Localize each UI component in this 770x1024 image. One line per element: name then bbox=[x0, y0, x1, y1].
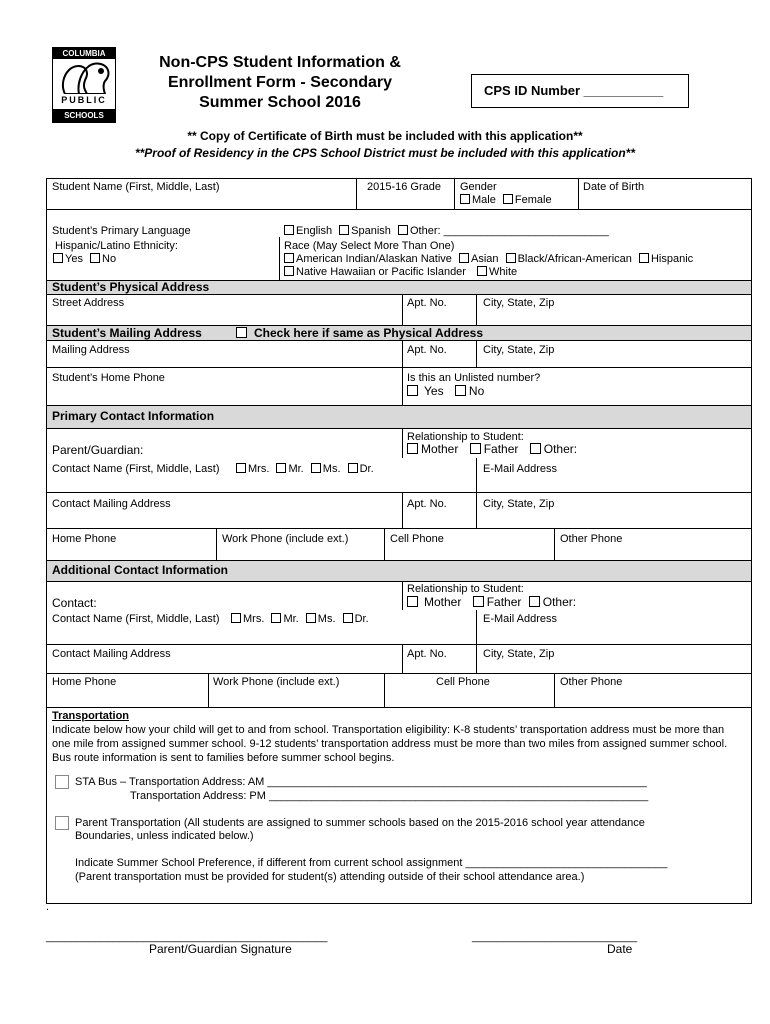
sta-bus-am-line[interactable]: STA Bus – Transportation Address: AM ______________________________________________________________ bbox=[75, 776, 647, 788]
female-checkbox[interactable] bbox=[503, 194, 513, 204]
primary-title-options bbox=[236, 463, 374, 476]
primary-city-field[interactable]: City, State, Zip bbox=[483, 498, 555, 510]
other-language-label: Other: ___________________________ bbox=[409, 225, 609, 237]
race-white-checkbox[interactable] bbox=[477, 266, 487, 276]
additional-cell-phone-field[interactable]: Cell Phone bbox=[436, 676, 490, 688]
row-divider bbox=[46, 528, 752, 529]
additional-mr-checkbox[interactable] bbox=[271, 613, 281, 623]
primary-father-checkbox[interactable] bbox=[470, 443, 481, 454]
additional-mrs-label: Mrs. bbox=[243, 613, 265, 625]
row-divider bbox=[46, 367, 752, 368]
unlisted-yes-label: Yes bbox=[424, 384, 444, 398]
school-logo bbox=[52, 47, 116, 123]
race-label: Race (May Select More Than One) bbox=[284, 240, 455, 252]
col-divider bbox=[402, 367, 403, 405]
mailing-address-field[interactable]: Mailing Address bbox=[52, 344, 130, 356]
race-american-indian-checkbox[interactable] bbox=[284, 253, 294, 263]
col-divider bbox=[402, 581, 403, 610]
primary-work-phone-field[interactable]: Work Phone (include ext.) bbox=[222, 533, 349, 545]
primary-mother-checkbox[interactable] bbox=[407, 443, 418, 454]
primary-language-field[interactable]: Student’s Primary Language bbox=[52, 225, 191, 237]
unlisted-no-checkbox[interactable] bbox=[455, 385, 466, 396]
contact-label: Contact: bbox=[52, 596, 97, 610]
primary-father-label: Father bbox=[483, 442, 519, 456]
physical-apt-field[interactable]: Apt. No. bbox=[407, 297, 447, 309]
row-divider bbox=[46, 294, 752, 295]
transportation-header: Transportation bbox=[52, 710, 130, 722]
unlisted-no-label: No bbox=[468, 384, 485, 398]
street-address-field[interactable]: Street Address bbox=[52, 297, 125, 309]
primary-mrs-checkbox[interactable] bbox=[236, 463, 246, 473]
additional-other-phone-field[interactable]: Other Phone bbox=[560, 676, 623, 688]
col-divider bbox=[476, 294, 477, 325]
language-options bbox=[284, 225, 609, 238]
ethnicity-yes-checkbox[interactable] bbox=[53, 253, 63, 263]
parent-transportation-line-1: Parent Transportation (All students are assigned to summer schools based on the 2015-2016 school year attendance bbox=[75, 817, 645, 829]
date-line[interactable]: ___________________________ bbox=[472, 931, 638, 943]
additional-mr-label: Mr. bbox=[283, 613, 299, 625]
transportation-intro: Indicate below how your child will get to and from school. Transportation eligibility: K-8 students’ transportation address must be more than one mile from assigned summer school. 9-12 students’ transportation address must be more than two miles from assigned summer school. Bus route information is sent to families before summer school begins. bbox=[52, 724, 728, 764]
row-divider bbox=[46, 560, 752, 561]
col-divider bbox=[356, 178, 357, 209]
mailing-address-header: Student’s Mailing Address bbox=[52, 326, 202, 340]
grade-field[interactable]: 2015-16 Grade bbox=[367, 181, 441, 193]
primary-other-label: Other: bbox=[543, 442, 578, 456]
col-divider bbox=[279, 237, 280, 280]
male-checkbox[interactable] bbox=[460, 194, 470, 204]
row-divider bbox=[46, 209, 752, 210]
primary-mother-label: Mother bbox=[421, 442, 459, 456]
additional-title-options bbox=[231, 613, 369, 626]
date-label: Date bbox=[607, 942, 633, 956]
additional-relationship-options bbox=[407, 596, 576, 609]
race-black-checkbox[interactable] bbox=[506, 253, 516, 263]
col-divider bbox=[476, 492, 477, 528]
date-of-birth-field[interactable]: Date of Birth bbox=[583, 181, 645, 193]
race-american-indian-label: American Indian/Alaskan Native bbox=[296, 253, 452, 265]
col-divider bbox=[384, 673, 385, 707]
residency-notice: **Proof of Residency in the CPS School District must be included with this application** bbox=[134, 146, 636, 160]
primary-cell-phone-field[interactable]: Cell Phone bbox=[390, 533, 444, 545]
sta-bus-checkbox[interactable] bbox=[55, 775, 69, 789]
additional-other-label: Other: bbox=[542, 595, 577, 609]
row-divider bbox=[46, 707, 752, 708]
race-hispanic-label: Hispanic bbox=[650, 253, 694, 265]
signature-label: Parent/Guardian Signature bbox=[149, 942, 292, 956]
additional-work-phone-field[interactable]: Work Phone (include ext.) bbox=[213, 676, 340, 688]
race-white-label: White bbox=[489, 266, 518, 278]
col-divider bbox=[454, 178, 455, 209]
mailing-apt-field[interactable]: Apt. No. bbox=[407, 344, 447, 356]
row-divider bbox=[46, 340, 752, 341]
title-line-2: Enrollment Form - Secondary bbox=[167, 74, 393, 91]
primary-mr-checkbox[interactable] bbox=[276, 463, 286, 473]
primary-other-checkbox[interactable] bbox=[530, 443, 541, 454]
col-divider bbox=[384, 528, 385, 560]
race-hawaiian-checkbox[interactable] bbox=[284, 266, 294, 276]
col-divider bbox=[402, 492, 403, 528]
male-label: Male bbox=[472, 194, 496, 206]
row-divider bbox=[46, 492, 752, 493]
form-title bbox=[130, 53, 430, 113]
race-asian-checkbox[interactable] bbox=[459, 253, 469, 263]
additional-other-checkbox[interactable] bbox=[529, 596, 540, 607]
additional-dr-label: Dr. bbox=[354, 613, 369, 625]
student-name-field[interactable]: Student Name (First, Middle, Last) bbox=[52, 181, 220, 193]
spanish-checkbox[interactable] bbox=[339, 225, 349, 235]
primary-mrs-label: Mrs. bbox=[248, 463, 270, 475]
additional-dr-checkbox[interactable] bbox=[343, 613, 353, 623]
col-divider bbox=[476, 340, 477, 367]
gender-label: Gender bbox=[460, 181, 497, 193]
primary-other-phone-field[interactable]: Other Phone bbox=[560, 533, 623, 545]
primary-apt-field[interactable]: Apt. No. bbox=[407, 498, 447, 510]
primary-mr-label: Mr. bbox=[288, 463, 304, 475]
col-divider bbox=[208, 673, 209, 707]
physical-address-header: Student’s Physical Address bbox=[52, 280, 210, 294]
col-divider bbox=[402, 340, 403, 367]
additional-apt-field[interactable]: Apt. No. bbox=[407, 648, 447, 660]
english-checkbox[interactable] bbox=[284, 225, 294, 235]
additional-father-label: Father bbox=[486, 595, 522, 609]
stray-dot: . bbox=[46, 901, 50, 913]
row-divider bbox=[46, 428, 752, 429]
cps-id-box[interactable] bbox=[471, 74, 689, 108]
additional-mrs-checkbox[interactable] bbox=[231, 613, 241, 623]
col-divider bbox=[216, 528, 217, 560]
additional-mother-label: Mother bbox=[424, 595, 462, 609]
sta-bus-pm-line[interactable]: Transportation Address: PM ______________________________________________________________ bbox=[130, 790, 649, 802]
primary-dr-checkbox[interactable] bbox=[348, 463, 358, 473]
primary-ms-label: Ms. bbox=[322, 463, 341, 475]
unlisted-number-label: Is this an Unlisted number? bbox=[407, 372, 541, 384]
additional-contact-header: Additional Contact Information bbox=[52, 563, 228, 577]
same-as-physical-checkbox[interactable] bbox=[236, 327, 247, 338]
additional-father-checkbox[interactable] bbox=[473, 596, 484, 607]
primary-contact-header: Primary Contact Information bbox=[52, 409, 215, 423]
school-preference-line[interactable]: Indicate Summer School Preference, if different from current school assignment _________________________________ bbox=[75, 857, 668, 869]
ethnicity-yes-label: Yes bbox=[65, 253, 83, 265]
col-divider bbox=[578, 178, 579, 209]
logo-silhouette-icon bbox=[57, 60, 113, 94]
primary-contact-name-field[interactable]: Contact Name (First, Middle, Last) bbox=[52, 463, 220, 475]
unlisted-yes-checkbox[interactable] bbox=[407, 385, 418, 396]
additional-mother-checkbox[interactable] bbox=[407, 596, 418, 607]
unlisted-options bbox=[407, 385, 484, 398]
col-divider bbox=[554, 673, 555, 707]
parent-transportation-checkbox[interactable] bbox=[55, 816, 69, 830]
parent-transportation-line-2: Boundaries, unless indicated below.) bbox=[75, 830, 254, 842]
col-divider bbox=[476, 644, 477, 673]
row-divider bbox=[46, 405, 752, 406]
race-options-row-2 bbox=[284, 266, 517, 279]
col-divider bbox=[402, 644, 403, 673]
ethnicity-options bbox=[53, 253, 116, 266]
ethnicity-no-checkbox[interactable] bbox=[90, 253, 100, 263]
gender-options bbox=[460, 194, 552, 207]
parent-guardian-label: Parent/Guardian: bbox=[52, 443, 144, 457]
additional-ms-label: Ms. bbox=[317, 613, 336, 625]
primary-email-field[interactable]: E-Mail Address bbox=[483, 463, 557, 475]
col-divider bbox=[554, 528, 555, 560]
race-asian-label: Asian bbox=[470, 253, 499, 265]
race-hawaiian-label: Native Hawaiian or Pacific Islander bbox=[296, 266, 466, 278]
school-preference-note: (Parent transportation must be provided for student(s) attending outside of their school attendance area.) bbox=[75, 871, 585, 883]
col-divider bbox=[476, 458, 477, 492]
primary-relationship-label: Relationship to Student: bbox=[407, 431, 524, 443]
logo-bottom-text: SCHOOLS bbox=[53, 109, 115, 122]
row-divider bbox=[46, 644, 752, 645]
student-home-phone-field[interactable]: Student’s Home Phone bbox=[52, 372, 165, 384]
english-label: English bbox=[296, 225, 333, 237]
race-hispanic-checkbox[interactable] bbox=[639, 253, 649, 263]
signature-line[interactable]: ______________________________________________ bbox=[46, 931, 328, 943]
logo-top-text: COLUMBIA bbox=[53, 48, 115, 59]
primary-mailing-field[interactable]: Contact Mailing Address bbox=[52, 498, 171, 510]
additional-home-phone-field[interactable]: Home Phone bbox=[52, 676, 117, 688]
physical-city-field[interactable]: City, State, Zip bbox=[483, 297, 555, 309]
logo-middle-text: PUBLIC bbox=[61, 95, 107, 105]
title-line-3: Summer School 2016 bbox=[199, 94, 361, 111]
additional-mailing-field[interactable]: Contact Mailing Address bbox=[52, 648, 171, 660]
ethnicity-no-label: No bbox=[102, 253, 117, 265]
row-divider bbox=[46, 673, 752, 674]
primary-dr-label: Dr. bbox=[359, 463, 374, 475]
same-as-physical-option bbox=[236, 327, 483, 340]
col-divider bbox=[402, 294, 403, 325]
spanish-label: Spanish bbox=[351, 225, 391, 237]
same-as-physical-label: Check here if same as Physical Address bbox=[254, 326, 484, 340]
primary-home-phone-field[interactable]: Home Phone bbox=[52, 533, 117, 545]
cps-id-label: CPS ID Number ___________ bbox=[484, 83, 664, 98]
row-divider bbox=[46, 581, 752, 582]
col-divider bbox=[402, 428, 403, 458]
race-black-label: Black/African-American bbox=[517, 253, 632, 265]
female-label: Female bbox=[514, 194, 552, 206]
additional-ms-checkbox[interactable] bbox=[306, 613, 316, 623]
additional-city-field[interactable]: City, State, Zip bbox=[483, 648, 555, 660]
other-language-checkbox[interactable] bbox=[398, 225, 408, 235]
additional-contact-name-field[interactable]: Contact Name (First, Middle, Last) bbox=[52, 613, 220, 625]
primary-ms-checkbox[interactable] bbox=[311, 463, 321, 473]
additional-email-field[interactable]: E-Mail Address bbox=[483, 613, 557, 625]
mailing-city-field[interactable]: City, State, Zip bbox=[483, 344, 555, 356]
primary-relationship-options bbox=[407, 443, 577, 456]
additional-relationship-label: Relationship to Student: bbox=[407, 583, 524, 595]
title-line-1: Non-CPS Student Information & bbox=[159, 54, 401, 71]
birth-certificate-notice: ** Copy of Certificate of Birth must be included with this application** bbox=[187, 129, 583, 143]
col-divider bbox=[476, 610, 477, 644]
ethnicity-label: Hispanic/Latino Ethnicity: bbox=[55, 240, 178, 252]
race-options-row-1 bbox=[284, 253, 693, 266]
